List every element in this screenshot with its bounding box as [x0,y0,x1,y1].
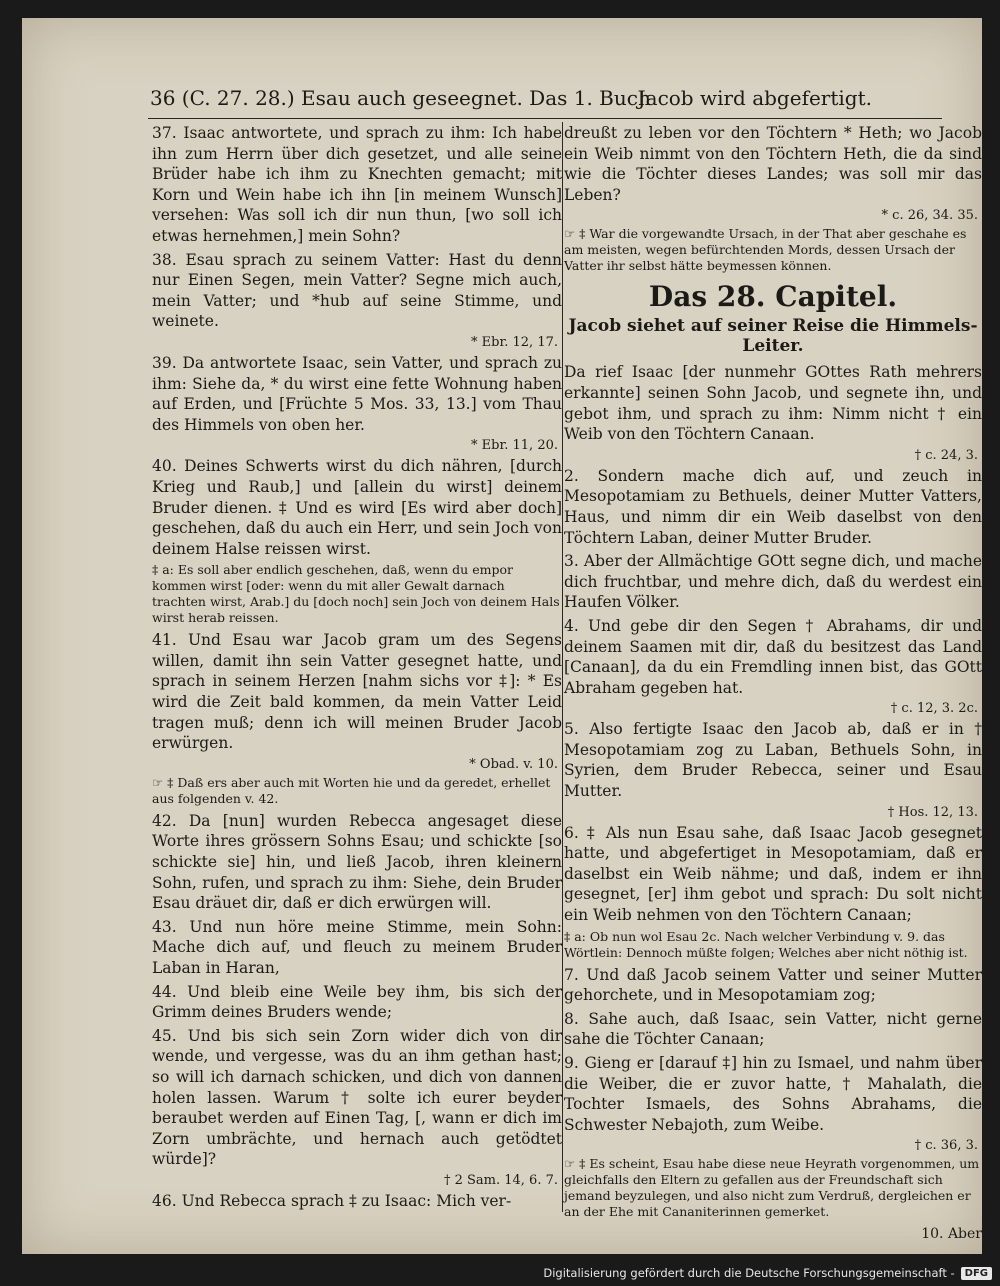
verse-paragraph: 2. Sondern mache dich auf, und zeuch in Mesopotamiam zu Bethuels, deiner Mutter Vatters, Haus, und nimm dir ein Weib daselbst von den Töchtern Laban, deiner Mutter Bruder. [564,466,982,547]
verse-paragraph: 39. Da antwortete Isaac, sein Vatter, und sprach zu ihm: Siehe da, * du wirst eine fette Wohnung haben auf Erden, und [Früchte 5 Mos. 33, 13.] vom Thau des Himmels von oben her. [152,353,562,434]
verse-paragraph: 6. ‡ Als nun Esau sahe, daß Isaac Jacob gesegnet hatte, und abgefertiget in Mesopotamiam, daß er daselbst ein Weib nähme; und daß, indem er ihn gesegnet, [er] ihm gebot und sprach: Du solt nicht ein Weib nehmen von den Töchtern Canaan; [564,823,982,925]
left-column [152,123,562,1215]
verse-paragraph: 3. Aber der Allmächtige GOtt segne dich, und mache dich fruchtbar, und mehre dich, daß du werdest ein Haufen Völker. [564,552,982,612]
right-column [564,123,982,1245]
verse-paragraph: 41. Und Esau war Jacob gram um des Segens willen, damit ihn sein Vatter gesegnet hatte, und sprach in seinem Herzen [nahm sichs vor ‡]: * Es wird die Zeit bald kommen, da mein Vatter Leid tragen muß; denn ich will meinen Bruder Jacob erwürgen. [152,631,562,753]
footer-text: Digitalisierung gefördert durch die Deutsche Forschungsgemeinschaft - [543,1266,955,1280]
cross-reference: * Ebr. 12, 17. [471,334,558,350]
cross-reference: † c. 12, 3. 2c. [890,701,978,717]
cross-reference: † c. 24, 3. [914,447,978,463]
running-header [150,80,962,120]
cross-reference: † Hos. 12, 13. [887,804,978,820]
header-right: Jacob wird abgefertigt. [637,86,872,110]
chapter-summary: Jacob siehet auf seiner Reise die Himmels-Leiter. [568,316,978,357]
cross-reference: † 2 Sam. 14, 6. 7. [443,1172,558,1188]
verse-paragraph: 8. Sahe auch, daß Isaac, sein Vatter, nicht gerne sahe die Töchter Canaan; [564,1009,982,1049]
verse-paragraph: 4. Und gebe dir den Segen † Abrahams, dir und deinem Saamen mit dir, daß du besitzest das Land [Canaan], da du ein Fremdling innen bist, das GOtt Abraham gegeben hat. [564,616,982,697]
verse-paragraph: 38. Esau sprach zu seinem Vatter: Hast du denn nur Einen Segen, mein Vatter? Segne mich auch, mein Vatter; und *hub auf seine Stimme, und weinete. [152,250,562,331]
verse-paragraph: 45. Und bis sich sein Zorn wider dich von dir wende, und vergesse, was du an ihm gethan hast; so will ich darnach schicken, und dich von dannen holen lassen. Warum † solte ich eurer beyder beraubet werden auf Einen Tag, [, wann er dich im Zorn umbrächte, und hernach auch getödtet würde]? [152,1026,562,1169]
verse-paragraph: 9. Gieng er [darauf ‡] hin zu Ismael, und nahm über die Weiber, die er zuvor hatte, † Mahalath, die Tochter Ismaels, des Sohns Abrahams, die Schwester Nebajoth, zum Weibe. [564,1054,982,1134]
verse-paragraph: 37. Isaac antwortete, und sprach zu ihm: Ich habe ihn zum Herrn über dich gesetzet, und alle seine Brüder habe ich ihm zu Knechten gemacht; mit Korn und Wein habe ich ihn [in meinem Wunsch] versehen: Was soll ich dir nun thun, [wo soll ich etwas hernehmen,] mein Sohn? [152,124,562,245]
verse-paragraph: 44. Und bleib eine Weile bey ihm, bis sich der Grimm deines Bruders wende; [152,982,562,1022]
verse-paragraph: 42. Da [nun] wurden Rebecca angesaget diese Worte ihres grössern Sohns Esau; und schickte [so schickte sie] hin, und ließ Jacob, ihren kleinern Sohn, rufen, und sprach zu ihm: Siehe, dein Bruder Esau dräuet dir, daß er dich erwürgen will. [152,811,562,913]
cross-reference: * Obad. v. 10. [469,756,558,772]
column-divider [562,122,563,1212]
verse-paragraph: 7. Und daß Jacob seinem Vatter und seiner Mutter gehorchete, und in Mesopotamiam zog; [564,965,982,1005]
cross-reference: * c. 26, 34. 35. [881,208,978,224]
header-left: 36 (C. 27. 28.) Esau auch geseegnet. Das 1. Buch [150,86,651,110]
book-page [22,18,982,1254]
footnote: ☞ ‡ War die vorgewandte Ursach, in der That aber geschahe es am meisten, wegen befürchtenden Mords, dessen Ursach der Vatter ihr selbst hätte beymessen können. [564,226,967,274]
header-rule [148,118,942,119]
footnote: ☞ ‡ Es scheint, Esau habe diese neue Heyrath vorgenommen, um gleichfalls den Eltern zu gefallen aus der Freundschaft sich jemand beyzulegen, und also nicht zum Verdruß, dergleichen er an der Ehe mit Cananiterinnen gemerket. [564,1156,980,1220]
verse-paragraph: 5. Also fertigte Isaac den Jacob ab, daß er in † Mesopotamiam zog zu Laban, Bethuels Sohn, in Syrien, dem Bruder Rebecca, seiner und Esau Mutter. [564,720,982,801]
cross-reference: † c. 36, 3. [914,1138,978,1154]
chapter-title: Das 28. Capitel. [648,280,898,314]
footnote: ‡ a: Ob nun wol Esau 2c. Nach welcher Verbindung v. 9. das Wörtlein: Dennoch müßte folgen; Welches aber nicht nöthig ist. [564,928,968,960]
dfg-logo: DFG [961,1267,992,1280]
verse-paragraph: Da rief Isaac [der nunmehr GOttes Rath mehrers erkannte] seinen Sohn Jacob, und segnete ihn, und gebot ihm, und sprach zu ihm: Nimm nicht † ein Weib von den Töchtern Canaan. [564,363,982,444]
verse-paragraph: dreußt zu leben vor den Töchtern * Heth; wo Jacob ein Weib nimmt von den Töchtern Heth, die da sind wie die Töchter dieses Landes; was soll mir das Leben? [564,124,982,204]
cross-reference: * Ebr. 11, 20. [471,438,558,454]
footnote: ‡ a: Es soll aber endlich geschehen, daß, wenn du empor kommen wirst [oder: wenn du mit aller Gewalt darnach trachten wirst, Arab.] du [doch noch] sein Joch von deinem Hals wirst herab reissen. [152,562,560,626]
verse-paragraph: 43. Und nun höre meine Stimme, mein Sohn: Mache dich auf, und fleuch zu meinem Bruder Laban in Haran, [152,917,562,977]
footnote: ☞ ‡ Daß ers aber auch mit Worten hie und da geredet, erhellet aus folgenden v. 42. [152,774,551,806]
catchword: 10. Aber [921,1226,982,1243]
verse-paragraph: 40. Deines Schwerts wirst du dich nähren, [durch Krieg und Raub,] und [allein du wirst] deinem Bruder dienen. ‡ Und es wird [Es wird aber doch] geschehen, daß du auch ein Herr, und sein Joch von deinem Halse reissen wirst. [152,457,562,558]
verse-paragraph: 46. Und Rebecca sprach ‡ zu Isaac: Mich ver- [152,1191,512,1210]
footer-credit [543,1266,992,1280]
